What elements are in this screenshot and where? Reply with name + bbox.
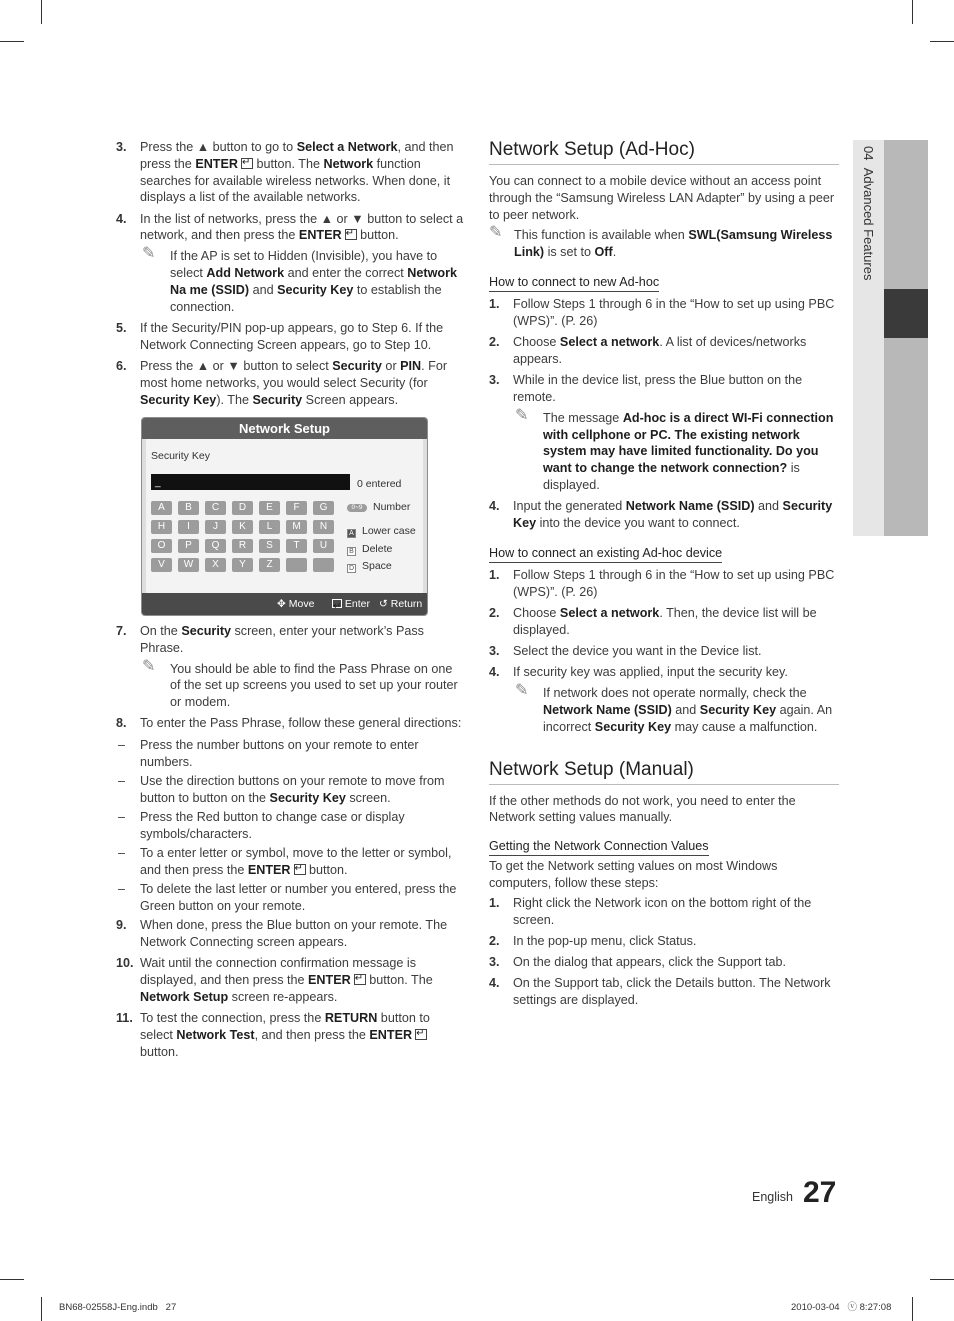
keyboard-key[interactable]: J [205,520,226,534]
move-icon: ✥ [277,598,286,610]
step-10: 10. Wait until the connection confirmation message is displayed, and then press the ENTER↵ button. The Network Setup screen re-appears. [116,955,466,1005]
step-9: 9. When done, press the Blue button on your remote. The Network Connecting screen appears. [116,918,448,950]
existing-adhoc-subheading: How to connect an existing Ad-hoc device [489,545,722,563]
keyboard-key[interactable]: Z [259,558,280,572]
exist-step-4: 4. If security key was applied, input the security key. ✎ If network does not operate normally, check the Network Name (SSID) and Security Key again. An incorrect Security Key may cause a malfunction. [489,664,839,735]
left-column [116,139,466,413]
exist-step-1: 1. Follow Steps 1 through 6 in the “How to set up using PBC (WPS)”. (P. 26) [489,567,835,599]
note-pencil-icon: ✎ [515,682,529,700]
keyboard-key[interactable]: U [313,539,334,553]
step-8: 8. To enter the Pass Phrase, follow these general directions: [116,716,462,731]
screen-footer [142,593,427,615]
manual-step-2: 2. In the pop-up menu, click Status. [489,933,697,948]
step-4: 4. In the list of networks, press the ▲ or ▼ button to select a network, and then press the ENTER↵ button. ✎ If the AP is set to Hidden (Invisible), you have to select Add Network and enter the correct Network Na me (SSID) and Security Key to establish the connection. [116,211,466,316]
keyboard-key[interactable] [313,558,334,572]
network-values-subheading: Getting the Network Connection Values [489,838,709,856]
manual-heading: Network Setup (Manual) [489,758,839,785]
enter-icon [241,158,253,169]
chapter-side-tab [853,140,928,536]
enter-icon [354,974,366,985]
keyboard-key[interactable]: M [286,520,307,534]
keyboard-key[interactable]: Q [205,539,226,553]
network-setup-screen [141,417,428,616]
note-pencil-icon: ✎ [142,657,156,675]
entered-count: 0 entered [357,478,402,490]
option-space: D Space [348,560,392,572]
blue-button-icon: D [348,565,355,572]
keyboard-key[interactable]: V [151,558,172,572]
keyboard-key[interactable]: N [313,520,334,534]
return-icon: ↺ [379,598,388,610]
crop-mark [930,41,954,42]
keyboard-key[interactable]: T [286,539,307,553]
direction-item: – To a enter letter or symbol, move to the letter or symbol, and then press the ENTER↵ button. [116,845,466,879]
note-7: ✎ You should be able to find the Pass Phrase on one of the set up screens you used to set up your router or modem. [142,657,458,710]
crop-mark [41,1297,42,1321]
keyboard-key[interactable]: K [232,520,253,534]
option-lower-case: A Lower case [347,525,416,538]
step-6: 6. Press the ▲ or ▼ button to select Security or PIN. For most home networks, you would select Security (for Security Key). The Security Screen appears. [116,359,448,407]
new-step-3: 3. While in the device list, press the Blue button on the remote. ✎ The message Ad-hoc is a direct WI-Fi connection with cellphone or PC. The existing network system may have limited functionality. Do you want to change the network connection? is displayed. [489,372,839,494]
footer-file: BN68-02558J-Eng.indb 27 [59,1302,177,1313]
manual-step-4: 4. On the Support tab, click the Details button. The Network settings are displayed. [489,976,831,1008]
network-values-intro: To get the Network setting values on most Windows computers, follow these steps: [489,859,778,890]
keyboard-key[interactable] [286,558,307,572]
enter-hint: ↵ Enter [329,593,370,615]
crop-mark [0,1279,24,1280]
enter-icon [345,229,357,240]
adhoc-intro: You can connect to a mobile device without an access point through the “Samsung Wireless LAN Adapter” by using a peer to peer network. [489,174,835,222]
footer-language: English [752,1190,793,1204]
keyboard-key[interactable]: E [259,501,280,515]
crop-mark [930,1279,954,1280]
note-pencil-icon: ✎ [489,224,503,242]
note-pencil-icon: ✎ [142,245,156,263]
screen-body [146,439,423,593]
adhoc-note: ✎ This function is available when SWL(Samsung Wireless Link) is set to Off. [489,224,833,260]
left-column-lower [116,623,466,1065]
green-button-icon: B [347,547,356,556]
new-step-1: 1. Follow Steps 1 through 6 in the “How to set up using PBC (WPS)”. (P. 26) [489,296,835,328]
enter-icon [294,864,306,875]
security-key-input[interactable]: _ [151,474,350,490]
keyboard-key[interactable]: S [259,539,280,553]
direction-item: – Press the Red button to change case or display symbols/characters. [118,809,405,841]
number-badge: 0~9 [347,504,367,512]
exist-step-2: 2. Choose Select a network. Then, the device list will be displayed. [489,605,817,637]
keyboard-key[interactable]: W [178,558,199,572]
right-column [489,138,839,1013]
page-number: 27 [803,1176,837,1209]
keyboard-key[interactable]: D [232,501,253,515]
exist-step-3: 3. Select the device you want in the Device list. [489,644,762,659]
keyboard-key[interactable]: B [178,501,199,515]
crop-mark [912,0,913,24]
manual-step-3: 3. On the dialog that appears, click the Support tab. [489,955,787,970]
manual-step-1: 1. Right click the Network icon on the bottom right of the screen. [489,895,812,927]
new-step-2: 2. Choose Select a network. A list of devices/networks appears. [489,335,807,366]
exist-step-note: ✎ If network does not operate normally, check the Network Name (SSID) and Security Key again. An incorrect Security Key may cause a malfunction. [515,682,833,734]
new-step-note: ✎ The message Ad-hoc is a direct WI-Fi connection with cellphone or PC. The existing network system may have limited functionality. Do you want to change the network connection? is displayed. [515,406,834,492]
manual-intro: If the other methods do not work, you need to enter the Network setting values manually. [489,793,796,825]
keyboard-key[interactable]: G [313,501,334,515]
step-5: 5. If the Security/PIN pop-up appears, go to Step 6. If the Network Connecting Screen appears, go to Step 10. [116,320,444,352]
side-tab-dark [884,140,928,536]
adhoc-heading: Network Setup (Ad-Hoc) [489,138,839,165]
keyboard-key[interactable]: H [151,520,172,534]
keyboard-key[interactable]: F [286,501,307,515]
side-tab-label: 04 Advanced Features [861,146,876,281]
crop-mark [41,0,42,24]
note-4: ✎ If the AP is set to Hidden (Invisible), you have to select Add Network and enter the correct Network Na me (SSID) and Security Key to establish the connection. [142,245,457,314]
step-7: 7. On the Security screen, enter your network’s Pass Phrase. ✎ You should be able to find the Pass Phrase on one of the set up screens you used to set up your router or modem. [116,623,466,711]
keyboard-key[interactable]: I [178,520,199,534]
keyboard-key[interactable]: A [151,501,172,515]
crop-mark [912,1297,913,1321]
enter-icon [415,1029,427,1040]
move-hint: ✥ Move [277,598,315,610]
keyboard-key[interactable]: R [232,539,253,553]
return-hint: ↺ Return [379,598,423,610]
step-11: 11. To test the connection, press the RETURN button to select Network Test, and then press the ENTER↵ button. [116,1010,466,1060]
new-adhoc-subheading: How to connect to new Ad-hoc [489,274,659,292]
keyboard-key[interactable]: P [178,539,199,553]
direction-item: – To delete the last letter or number you entered, press the Green button on your remote. [118,882,457,913]
crop-mark [0,41,24,42]
step-3: 3. Press the ▲ button to go to Select a Network, and then press the ENTER↵ button. The Network function searches for available wireless networks. When done, it displays a list of the available networks. [116,139,466,206]
option-number: 0~9 Number [347,501,410,514]
new-step-4: 4. Input the generated Network Name (SSID) and Security Key into the device you want to connect. [489,499,833,531]
side-tab-marker [884,289,928,338]
keyboard-key[interactable]: X [205,558,226,572]
enter-icon [332,599,342,608]
note-pencil-icon: ✎ [515,406,529,424]
red-button-icon: A [347,529,356,538]
keyboard-key[interactable]: Y [232,558,253,572]
screen-title: Network Setup [142,418,427,439]
security-key-label: Security Key [151,450,210,462]
keyboard-key[interactable]: C [205,501,226,515]
direction-item: – Press the number buttons on your remote to enter numbers. [118,737,419,769]
footer-date: 2010-03-04 ⓥ 8:27:08 [791,1302,892,1313]
option-delete: B Delete [347,543,392,556]
keyboard-key[interactable]: O [151,539,172,553]
keyboard-key[interactable]: L [259,520,280,534]
direction-item: – Use the direction buttons on your remote to move from button to button on the Security Key screen. [118,773,445,805]
